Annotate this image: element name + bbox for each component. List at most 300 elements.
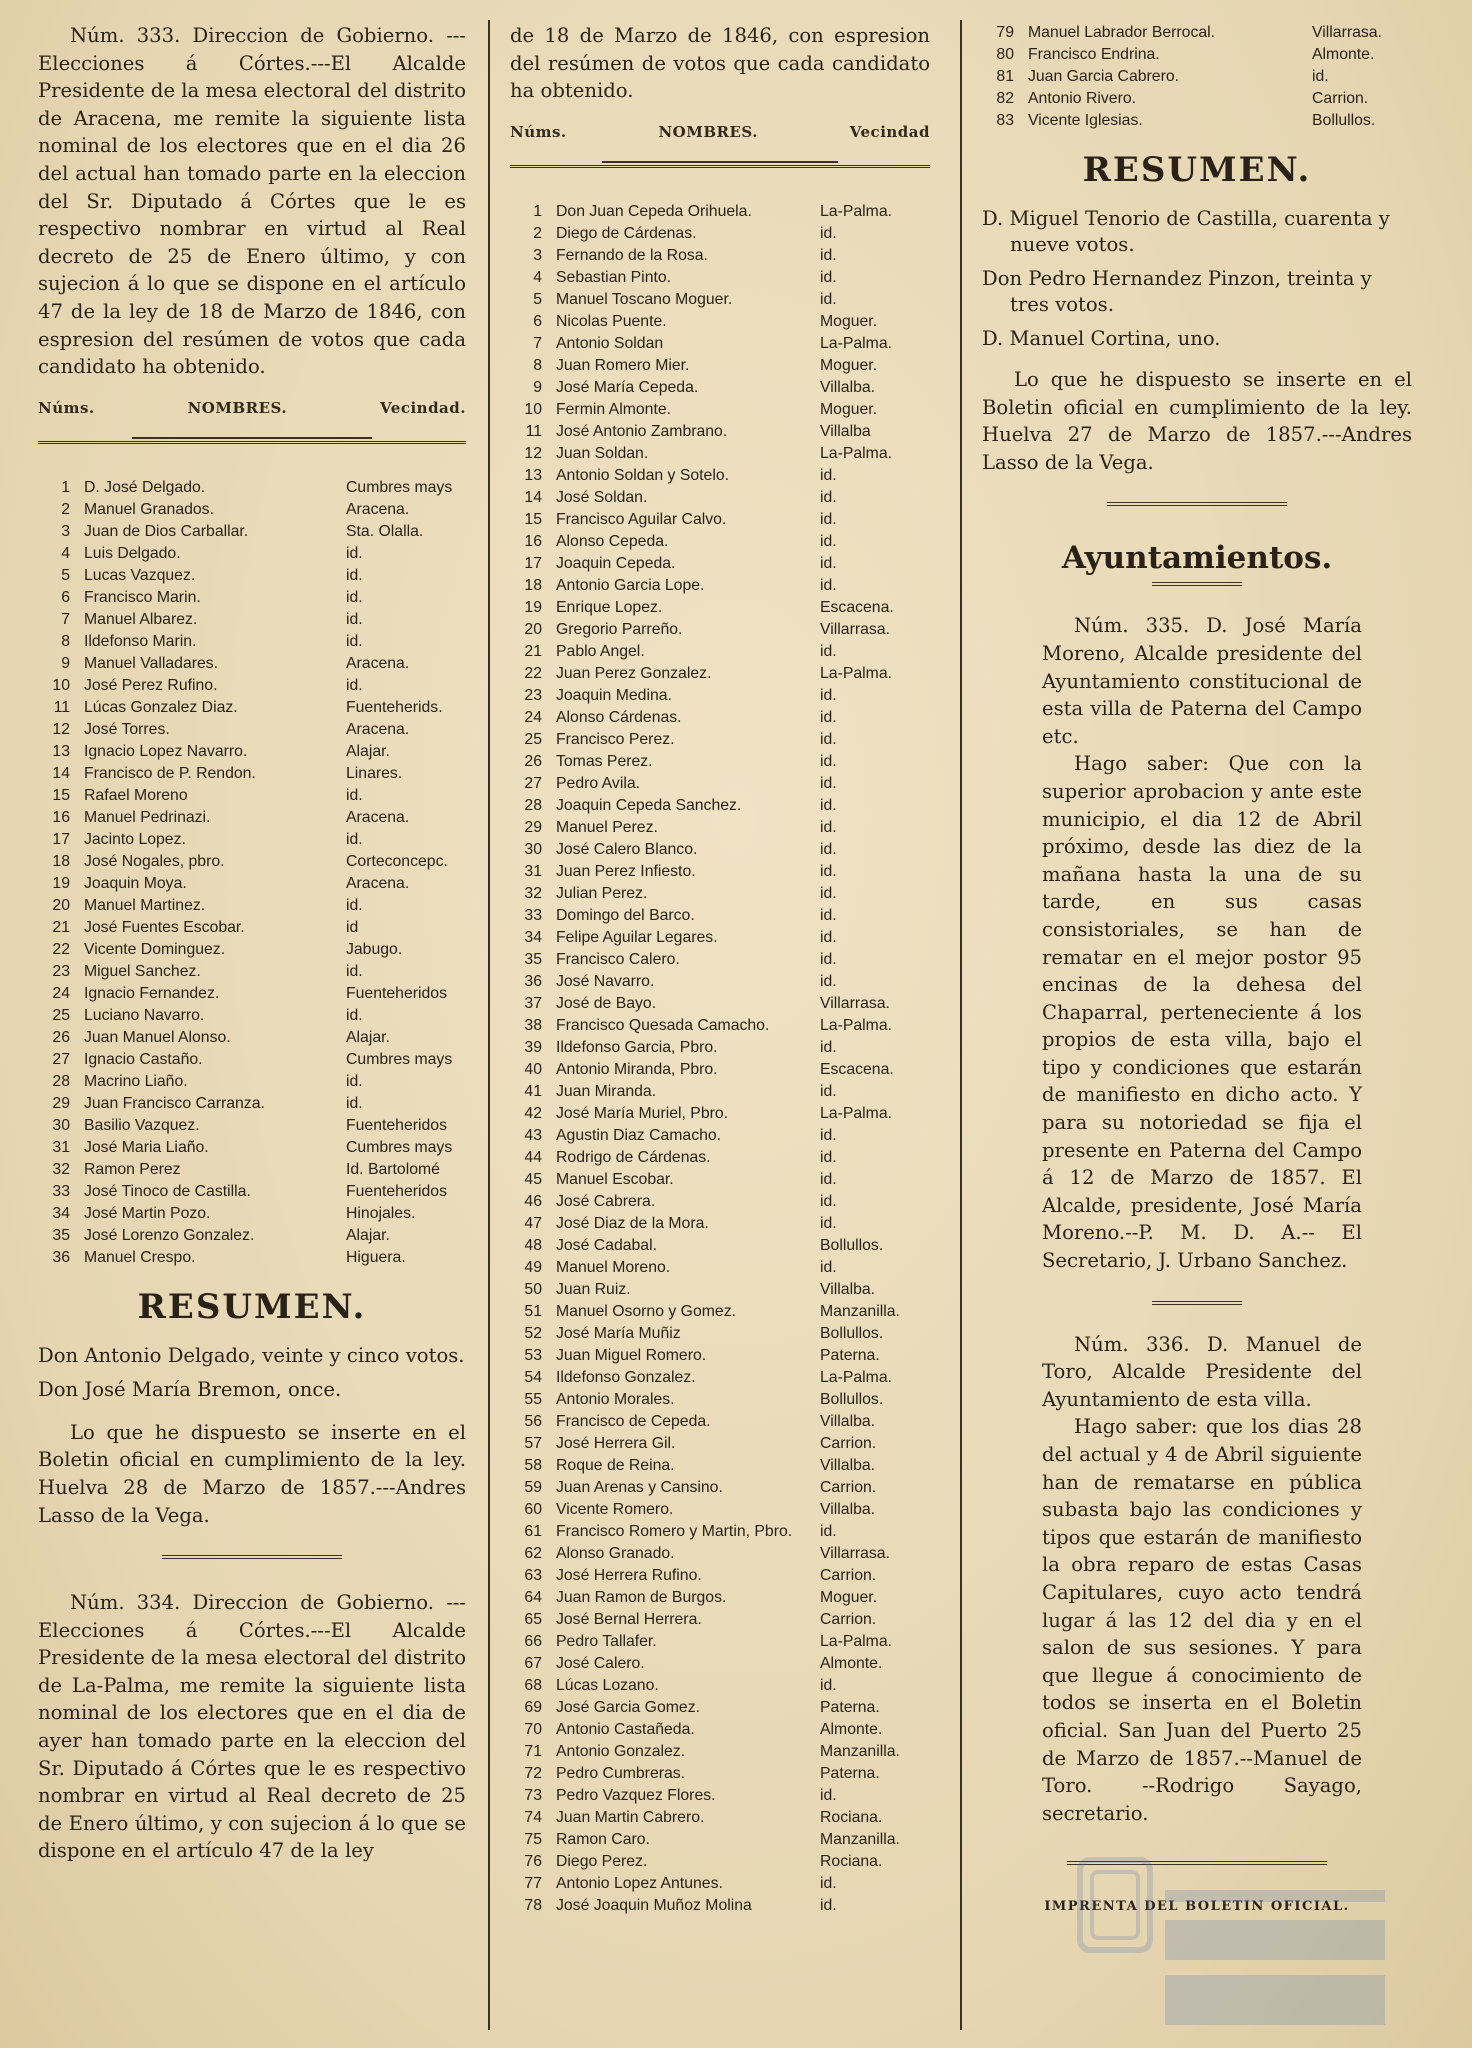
row-number: 80 <box>996 46 1014 63</box>
row-name: Nicolas Puente. <box>556 312 667 330</box>
row-vecindad: Moguer. <box>820 312 878 330</box>
row-number: 34 <box>52 1204 70 1222</box>
row-vecindad: id. <box>346 896 363 914</box>
table-row <box>510 1565 930 1587</box>
row-vecindad: id. <box>346 830 363 848</box>
row-vecindad: Paterna. <box>820 1764 880 1782</box>
row-vecindad: id <box>346 918 359 936</box>
row-name: Francisco Marin. <box>84 588 201 606</box>
row-number: 52 <box>524 1324 542 1342</box>
row-number: 42 <box>524 1104 542 1122</box>
row-name: Lúcas Gonzalez Diaz. <box>84 698 238 716</box>
row-name: Juan Martin Cabrero. <box>556 1808 705 1826</box>
row-number: 2 <box>533 224 542 242</box>
row-vecindad: id. <box>820 1874 837 1892</box>
table-row <box>38 609 466 631</box>
row-name: José María Muñiz <box>556 1324 681 1342</box>
row-vecindad: id. <box>820 730 837 748</box>
row-name: José María Muriel, Pbro. <box>556 1104 729 1122</box>
row-name: Ramon Caro. <box>556 1830 650 1848</box>
row-name: Enrique Lopez. <box>556 598 663 616</box>
table-row <box>38 961 466 983</box>
notice-333-intro: Núm. 333. Direccion de Gobierno. ---Elecciones á Córtes.---El Alcalde Presidente de la mesa electoral del distrito de Aracena, me remite la siguiente lista nominal de los electores que en el dia 26 del actual han tomado parte en la eleccion del Sr. Diputado á Córtes que le es respectivo nombrar en virtud al Real decreto de 25 de Enero último, y con sujecion á lo que se dispone en el artículo 47 de la ley de 18 de Marzo de 1846, con espresion del resúmen de votos que cada candidato ha obtenido. <box>38 24 466 379</box>
row-vecindad: Almonte. <box>820 1654 883 1672</box>
row-vecindad: id. <box>820 884 837 902</box>
row-name: Antonio Soldan <box>556 334 664 352</box>
row-number: 41 <box>524 1082 542 1100</box>
row-name: Manuel Martinez. <box>84 896 206 914</box>
resumen-item: Don Antonio Delgado, veinte y cinco votos. <box>38 1343 465 1367</box>
row-name: Pedro Avila. <box>556 774 641 792</box>
table-row <box>510 1345 930 1367</box>
row-number: 54 <box>524 1368 542 1386</box>
table-row <box>510 465 930 487</box>
row-name: Luis Delgado. <box>84 544 181 562</box>
row-number: 48 <box>524 1236 542 1254</box>
imprenta-footer: IMPRENTA DEL BOLETIN OFICIAL. <box>1044 1899 1350 1915</box>
row-number: 12 <box>524 444 542 462</box>
table-row <box>510 201 930 223</box>
table-row <box>38 521 466 543</box>
table-row <box>38 697 466 719</box>
resumen-title: RESUMEN. <box>137 1286 367 1327</box>
row-vecindad: id. <box>820 928 837 946</box>
table-row <box>510 1169 930 1191</box>
table-row <box>510 1785 930 1807</box>
row-vecindad: Carrion. <box>1312 90 1369 107</box>
header-name: NOMBRES. <box>658 122 758 141</box>
row-number: 74 <box>524 1808 542 1826</box>
row-number: 17 <box>52 830 70 848</box>
row-name: Gregorio Parreño. <box>556 620 683 638</box>
row-vecindad: id. <box>820 488 837 506</box>
table-row <box>510 289 930 311</box>
table-row <box>510 377 930 399</box>
table-row <box>38 1005 466 1027</box>
row-name: Tomas Perez. <box>556 752 653 770</box>
row-number: 12 <box>52 720 70 738</box>
table-row <box>510 1477 930 1499</box>
row-number: 44 <box>524 1148 542 1166</box>
row-number: 27 <box>52 1050 70 1068</box>
row-name: Juan Perez Gonzalez. <box>556 664 712 682</box>
row-number: 47 <box>524 1214 542 1232</box>
row-number: 23 <box>52 962 70 980</box>
row-name: Juan Ruiz. <box>556 1280 631 1298</box>
table-row <box>982 66 1412 88</box>
table-row <box>982 110 1412 132</box>
column-1 <box>38 22 466 1865</box>
table-row <box>510 1807 930 1829</box>
table-row <box>510 1499 930 1521</box>
row-vecindad: Fuenteheridos <box>346 984 447 1002</box>
row-number: 13 <box>524 466 542 484</box>
row-number: 1 <box>533 202 542 220</box>
table-row <box>38 851 466 873</box>
row-number: 27 <box>524 774 542 792</box>
notice-336-head: Núm. 336. D. Manuel de Toro, Alcalde Presidente del Ayuntamiento de esta villa. <box>1042 1332 1362 1411</box>
table-row <box>38 763 466 785</box>
row-name: Basilio Vazquez. <box>84 1116 200 1134</box>
row-number: 79 <box>996 24 1014 41</box>
table-row <box>38 477 466 499</box>
row-name: Francisco Aguilar Calvo. <box>556 510 727 528</box>
row-vecindad: La-Palma. <box>820 1632 892 1650</box>
row-vecindad: Almonte. <box>1312 46 1375 63</box>
row-number: 43 <box>524 1126 542 1144</box>
row-vecindad: id. <box>820 708 837 726</box>
row-name: Pablo Angel. <box>556 642 645 660</box>
row-name: Juan Perez Infiesto. <box>556 862 696 880</box>
row-vecindad: id. <box>820 818 837 836</box>
row-name: Francisco Quesada Camacho. <box>556 1016 770 1034</box>
row-number: 10 <box>52 676 70 694</box>
row-number: 63 <box>524 1566 542 1584</box>
row-vecindad: id. <box>346 1006 363 1024</box>
column-3 <box>982 22 1412 1914</box>
table-row <box>38 741 466 763</box>
row-name: Vicente Iglesias. <box>1028 112 1143 129</box>
table-row <box>38 1181 466 1203</box>
row-number: 4 <box>61 544 70 562</box>
table-row <box>510 1631 930 1653</box>
table-row <box>510 443 930 465</box>
row-name: Manuel Crespo. <box>84 1248 196 1266</box>
row-vecindad: Manzanilla. <box>820 1302 900 1320</box>
closing-334: Lo que he dispuesto se inserte en el Boletin oficial en cumplimiento de la ley. Huelva 27 de Marzo de 1857.---Andres Lasso de la Vega. <box>982 368 1412 474</box>
row-name: José Soldan. <box>556 488 648 506</box>
table-row <box>510 663 930 685</box>
row-vecindad: id. <box>820 510 837 528</box>
row-vecindad: Aracena. <box>346 500 410 518</box>
row-name: Joaquin Cepeda. <box>556 554 676 572</box>
row-number: 13 <box>52 742 70 760</box>
table-row <box>510 1851 930 1873</box>
table-row <box>38 653 466 675</box>
row-name: José Lorenzo Gonzalez. <box>84 1226 255 1244</box>
row-number: 25 <box>524 730 542 748</box>
row-vecindad: id. <box>1312 68 1329 85</box>
row-number: 24 <box>52 984 70 1002</box>
row-name: José Herrera Gil. <box>556 1434 676 1452</box>
row-vecindad: id. <box>820 290 837 308</box>
table-row <box>510 1543 930 1565</box>
row-vecindad: id. <box>820 1522 837 1540</box>
row-number: 28 <box>524 796 542 814</box>
table-row <box>510 1389 930 1411</box>
row-number: 58 <box>524 1456 542 1474</box>
row-name: José Nogales, pbro. <box>84 852 225 870</box>
table-row <box>510 1301 930 1323</box>
row-name: José María Cepeda. <box>556 378 699 396</box>
row-vecindad: Paterna. <box>820 1346 880 1364</box>
row-number: 15 <box>52 786 70 804</box>
table-row <box>510 949 930 971</box>
row-number: 66 <box>524 1632 542 1650</box>
row-vecindad: Jabugo. <box>346 940 403 958</box>
row-number: 57 <box>524 1434 542 1452</box>
row-number: 28 <box>52 1072 70 1090</box>
row-number: 64 <box>524 1588 542 1606</box>
row-number: 70 <box>524 1720 542 1738</box>
row-number: 34 <box>524 928 542 946</box>
table-row <box>510 795 930 817</box>
row-vecindad: La-Palma. <box>820 1368 892 1386</box>
table-row <box>510 575 930 597</box>
row-vecindad: Alajar. <box>346 1226 390 1244</box>
table-row <box>510 1741 930 1763</box>
notice-334-continued: de 18 de Marzo de 1846, con espresion del resúmen de votos que cada candidato ha obtenido. <box>510 24 930 103</box>
row-number: 82 <box>996 90 1014 107</box>
row-name: Pedro Cumbreras. <box>556 1764 686 1782</box>
archive-stamp-logo <box>1070 1850 1400 2040</box>
row-name: José Garcia Gomez. <box>556 1698 700 1716</box>
row-number: 26 <box>524 752 542 770</box>
row-vecindad: Villalba. <box>820 1412 876 1430</box>
row-name: Pedro Vazquez Flores. <box>556 1786 716 1804</box>
table-row <box>38 1225 466 1247</box>
table-row <box>510 1697 930 1719</box>
row-vecindad: id. <box>820 224 837 242</box>
row-number: 75 <box>524 1830 542 1848</box>
row-name: Lucas Vazquez. <box>84 566 196 584</box>
row-name: José Herrera Rufino. <box>556 1566 702 1584</box>
row-vecindad: La-Palma. <box>820 1104 892 1122</box>
row-name: José Martin Pozo. <box>84 1204 211 1222</box>
row-name: José Tinoco de Castilla. <box>84 1182 251 1200</box>
row-number: 14 <box>524 488 542 506</box>
table-row <box>510 1213 930 1235</box>
row-number: 37 <box>524 994 542 1012</box>
row-number: 20 <box>52 896 70 914</box>
row-number: 32 <box>52 1160 70 1178</box>
row-name: Antonio Castañeda. <box>556 1720 695 1738</box>
row-name: Diego Perez. <box>556 1852 648 1870</box>
row-name: Juan de Dios Carballar. <box>84 522 249 540</box>
row-name: Alonso Cepeda. <box>556 532 669 550</box>
table-row <box>510 311 930 333</box>
row-vecindad: Villalba <box>820 422 871 440</box>
table-row <box>38 807 466 829</box>
table-row <box>38 917 466 939</box>
row-name: Antonio Soldan y Sotelo. <box>556 466 730 484</box>
row-vecindad: Carrion. <box>820 1610 877 1628</box>
row-number: 35 <box>524 950 542 968</box>
row-name: Manuel Albarez. <box>84 610 198 628</box>
row-number: 8 <box>61 632 70 650</box>
row-vecindad: id. <box>346 566 363 584</box>
header-num: Núms. <box>510 122 567 141</box>
resumen-item: D. Manuel Cortina, uno. <box>982 327 1221 350</box>
row-number: 10 <box>524 400 542 418</box>
table-row <box>38 543 466 565</box>
table-row <box>510 839 930 861</box>
row-name: Roque de Reina. <box>556 1456 675 1474</box>
row-number: 9 <box>61 654 70 672</box>
row-vecindad: id. <box>820 796 837 814</box>
row-vecindad: La-Palma. <box>820 444 892 462</box>
section-separator <box>162 1555 342 1559</box>
row-number: 1 <box>61 478 70 496</box>
row-number: 24 <box>524 708 542 726</box>
row-number: 7 <box>61 610 70 628</box>
row-name: Juan Manuel Alonso. <box>84 1028 231 1046</box>
table-row <box>510 487 930 509</box>
row-number: 59 <box>524 1478 542 1496</box>
row-vecindad: id. <box>820 774 837 792</box>
table-row <box>38 1159 466 1181</box>
row-name: Juan Miguel Romero. <box>556 1346 707 1364</box>
row-name: Manuel Granados. <box>84 500 214 518</box>
row-vecindad: Cumbres mays <box>346 1050 453 1068</box>
row-number: 60 <box>524 1500 542 1518</box>
table-row <box>510 1521 930 1543</box>
row-name: Juan Miranda. <box>556 1082 657 1100</box>
row-vecindad: Rociana. <box>820 1808 883 1826</box>
row-vecindad: Villarrasa. <box>820 994 890 1012</box>
row-name: Rodrigo de Cárdenas. <box>556 1148 711 1166</box>
row-vecindad: Villarrasa. <box>1312 24 1382 41</box>
row-name: Alonso Granado. <box>556 1544 675 1562</box>
row-vecindad: Moguer. <box>820 400 878 418</box>
row-number: 21 <box>524 642 542 660</box>
row-number: 29 <box>52 1094 70 1112</box>
row-name: José Perez Rufino. <box>84 676 218 694</box>
table-row <box>510 1037 930 1059</box>
row-name: José Navarro. <box>556 972 655 990</box>
row-number: 7 <box>533 334 542 352</box>
notice-335 <box>982 612 1412 1274</box>
row-name: José Torres. <box>84 720 170 738</box>
row-vecindad: id. <box>346 1072 363 1090</box>
row-number: 45 <box>524 1170 542 1188</box>
row-vecindad: id. <box>820 972 837 990</box>
row-vecindad: Fuenteheridos <box>346 1182 447 1200</box>
row-name: Antonio Morales. <box>556 1390 675 1408</box>
row-number: 20 <box>524 620 542 638</box>
row-number: 62 <box>524 1544 542 1562</box>
row-name: Pedro Tallafer. <box>556 1632 657 1650</box>
table-row <box>510 993 930 1015</box>
row-vecindad: id. <box>820 1896 837 1914</box>
row-number: 11 <box>525 422 542 440</box>
table-row <box>510 245 930 267</box>
row-vecindad: id. <box>346 632 363 650</box>
row-name: Manuel Pedrinazi. <box>84 808 211 826</box>
row-vecindad: La-Palma. <box>820 202 892 220</box>
row-vecindad: Manzanilla. <box>820 1830 900 1848</box>
row-vecindad: id. <box>820 532 837 550</box>
row-number: 55 <box>524 1390 542 1408</box>
row-number: 56 <box>524 1412 542 1430</box>
row-vecindad: id. <box>346 610 363 628</box>
table-row <box>510 509 930 531</box>
row-number: 8 <box>533 356 542 374</box>
row-name: Domingo del Barco. <box>556 906 695 924</box>
table-row <box>510 1653 930 1675</box>
row-name: Juan Arenas y Cansino. <box>556 1478 723 1496</box>
row-name: Francisco de P. Rendon. <box>84 764 256 782</box>
row-number: 25 <box>52 1006 70 1024</box>
row-vecindad: id. <box>346 588 363 606</box>
row-vecindad: Carrion. <box>820 1478 877 1496</box>
resumen-item: Don Pedro Hernandez Pinzon, treinta y tres votos. <box>982 267 1372 316</box>
row-number: 9 <box>533 378 542 396</box>
table-row <box>510 355 930 377</box>
table-row <box>38 1247 466 1269</box>
row-number: 16 <box>524 532 542 550</box>
row-name: José Maria Liaño. <box>84 1138 209 1156</box>
table-row <box>510 399 930 421</box>
row-number: 14 <box>52 764 70 782</box>
row-number: 33 <box>524 906 542 924</box>
row-number: 81 <box>996 68 1014 85</box>
table-row <box>510 619 930 641</box>
row-number: 32 <box>524 884 542 902</box>
table-row <box>510 223 930 245</box>
row-name: José Bernal Herrera. <box>556 1610 702 1628</box>
row-vecindad: id. <box>820 1786 837 1804</box>
row-vecindad: id. <box>820 554 837 572</box>
row-number: 3 <box>61 522 70 540</box>
row-name: José Antonio Zambrano. <box>556 422 728 440</box>
row-number: 17 <box>524 554 542 572</box>
table-row <box>510 707 930 729</box>
row-vecindad: Moguer. <box>820 356 878 374</box>
electors-table-la-palma <box>510 201 930 1917</box>
row-number: 36 <box>52 1248 70 1266</box>
row-name: Luciano Navarro. <box>84 1006 205 1024</box>
row-number: 15 <box>524 510 542 528</box>
row-name: Juan Soldan. <box>556 444 649 462</box>
table-row <box>982 22 1412 44</box>
row-name: Manuel Toscano Moguer. <box>556 290 733 308</box>
table-row <box>510 1609 930 1631</box>
row-number: 6 <box>61 588 70 606</box>
row-number: 65 <box>524 1610 542 1628</box>
row-vecindad: Higuera. <box>346 1248 406 1266</box>
row-vecindad: Moguer. <box>820 1588 878 1606</box>
table-row <box>510 1367 930 1389</box>
row-vecindad: id. <box>820 950 837 968</box>
table-row <box>510 1059 930 1081</box>
row-vecindad: Aracena. <box>346 654 410 672</box>
table-row <box>510 1763 930 1785</box>
row-name: Alonso Cárdenas. <box>556 708 682 726</box>
row-name: Vicente Romero. <box>556 1500 674 1518</box>
row-number: 69 <box>524 1698 542 1716</box>
row-name: D. José Delgado. <box>84 478 206 496</box>
row-vecindad: Villarrasa. <box>820 1544 890 1562</box>
table-row <box>510 751 930 773</box>
row-vecindad: id. <box>820 906 837 924</box>
table-row <box>510 1081 930 1103</box>
row-name: Manuel Escobar. <box>556 1170 674 1188</box>
row-number: 31 <box>524 862 542 880</box>
table-row <box>38 719 466 741</box>
title-underline <box>1152 582 1242 586</box>
row-name: Antonio Lopez Antunes. <box>556 1874 723 1892</box>
table-row <box>510 729 930 751</box>
table-row <box>510 773 930 795</box>
row-name: Rafael Moreno <box>84 786 188 804</box>
row-number: 39 <box>524 1038 542 1056</box>
table-row <box>38 1137 466 1159</box>
row-vecindad: id. <box>346 786 363 804</box>
table-row <box>38 587 466 609</box>
row-vecindad: Aracena. <box>346 808 410 826</box>
row-name: José Cabrera. <box>556 1192 656 1210</box>
